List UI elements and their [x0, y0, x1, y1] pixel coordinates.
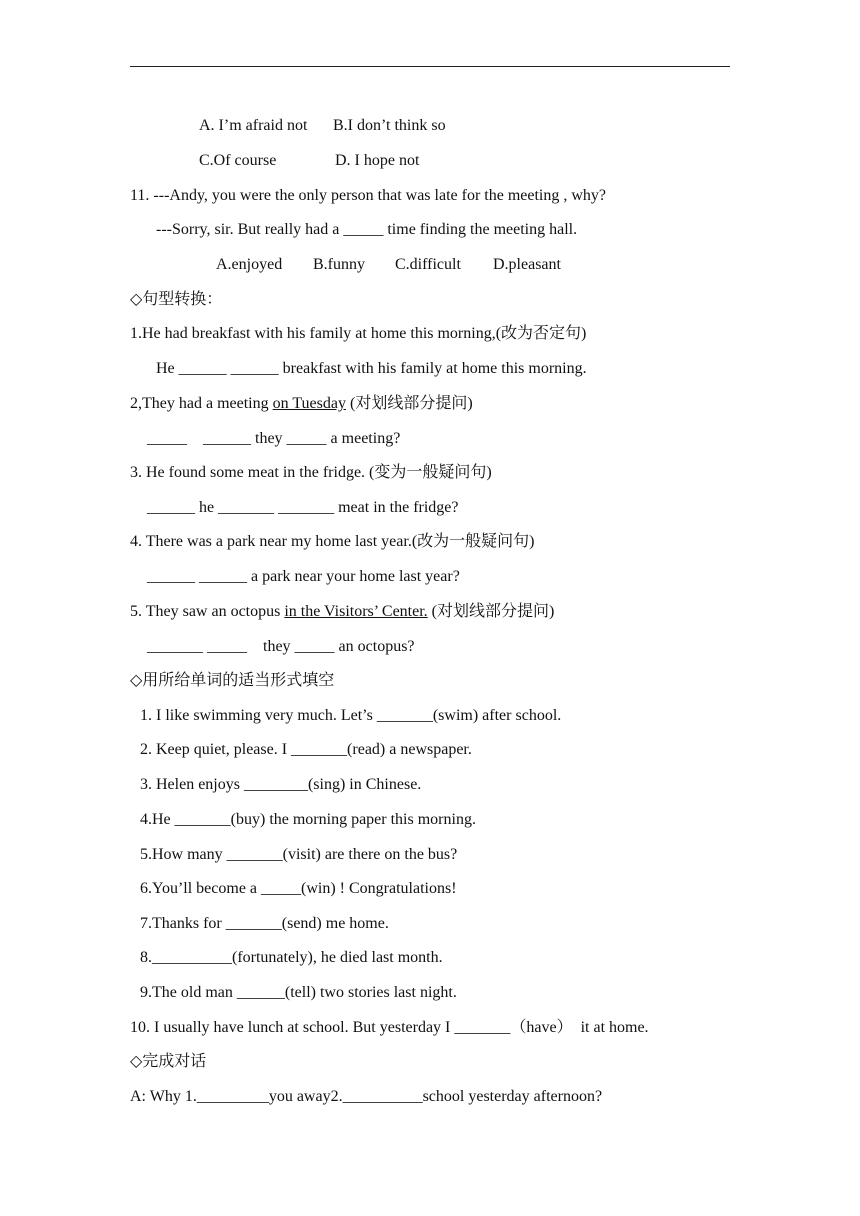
transform-item-prompt: [130, 394, 473, 414]
q11-question: 11. ---Andy, you were the only person that was late for the meeting , why?: [130, 187, 607, 204]
transform-item-prompt: 4. There was a park near my home last year.(改为一般疑问句): [130, 533, 535, 550]
fill-item: 10. I usually have lunch at school. But yesterday I _______（have） it at home.: [130, 1019, 649, 1036]
q11-answer: ---Sorry, sir. But really had a _____ time finding the meeting hall.: [156, 221, 578, 238]
header-rule: [130, 66, 730, 67]
q10-option-a: A. I’m afraid not: [199, 117, 308, 134]
transform-item-prompt: 1.He had breakfast with his family at home this morning,(改为否定句): [130, 325, 587, 342]
transform-item-blank: ______ he _______ _______ meat in the fridge?: [147, 499, 459, 516]
fill-item: 1. I like swimming very much. Let’s _______(swim) after school.: [140, 707, 562, 724]
underlined-phrase: on Tuesday: [272, 395, 346, 412]
fill-item: 7.Thanks for _______(send) me home.: [140, 915, 389, 932]
q11-option-a: A.enjoyed: [216, 256, 283, 273]
fill-item: 4.He _______(buy) the morning paper this morning.: [140, 811, 476, 828]
q10-option-b: B.I don’t think so: [333, 117, 446, 134]
dialog-line: A: Why 1._________you away2.__________school yesterday afternoon?: [130, 1088, 603, 1105]
q11-option-b: B.funny: [313, 256, 365, 273]
section-heading-dialog: ◇完成对话: [130, 1053, 207, 1070]
fill-item: 9.The old man ______(tell) two stories last night.: [140, 984, 457, 1001]
fill-item: 2. Keep quiet, please. I _______(read) a newspaper.: [140, 741, 472, 758]
q10-option-d: D. I hope not: [335, 152, 420, 169]
transform-item-blank: ______ ______ a park near your home last year?: [147, 568, 460, 585]
q10-option-c: C.Of course: [199, 152, 277, 169]
prompt-instruction: (对划线部分提问): [427, 603, 555, 620]
q11-option-d: D.pleasant: [493, 256, 561, 273]
section-heading-fill: ◇用所给单词的适当形式填空: [130, 672, 335, 689]
fill-item: 6.You’ll become a _____(win) ! Congratulations!: [140, 880, 457, 897]
underlined-phrase: in the Visitors’ Center.: [284, 603, 428, 620]
prompt-instruction: (对划线部分提问): [345, 395, 473, 412]
transform-item-prompt: 3. He found some meat in the fridge. (变为一般疑问句): [130, 464, 492, 481]
prompt-text: 2,They had a meeting: [130, 395, 273, 412]
fill-item: 5.How many _______(visit) are there on the bus?: [140, 846, 458, 863]
transform-item-blank: _____ ______ they _____ a meeting?: [147, 430, 401, 447]
prompt-text: 5. They saw an octopus: [130, 603, 285, 620]
transform-item-blank: _______ _____ they _____ an octopus?: [147, 638, 415, 655]
fill-item: 8.__________(fortunately), he died last month.: [140, 949, 443, 966]
q11-option-c: C.difficult: [395, 256, 461, 273]
transform-item-blank: He ______ ______ breakfast with his family at home this morning.: [156, 360, 587, 377]
section-heading-transform: ◇句型转换：: [130, 291, 223, 308]
transform-item-prompt: [130, 602, 554, 622]
fill-item: 3. Helen enjoys ________(sing) in Chinese.: [140, 776, 422, 793]
